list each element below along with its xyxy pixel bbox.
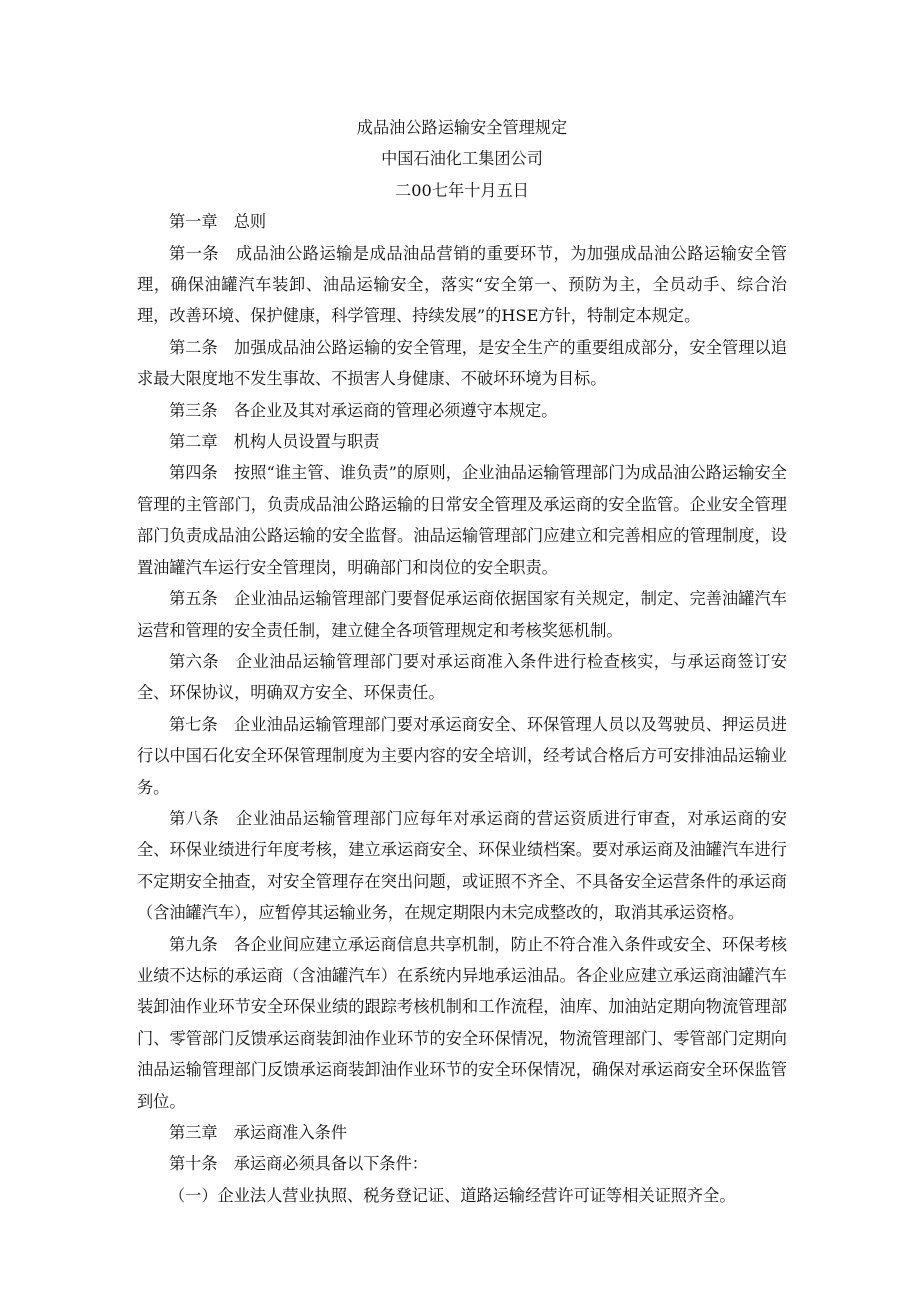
- document-date: 二00七年十月五日: [395, 180, 529, 200]
- article-10: 第十条 承运商必须具备以下条件：: [169, 1154, 428, 1174]
- article-6: 第六条 企业油品运输管理部门要对承运商准入条件进行检查核实，与承运商签订安全、环保协议，明确双方安全、环保责任。: [137, 651, 787, 703]
- article-4: 第四条 按照“谁主管、谁负责”的原则，企业油品运输管理部门为成品油公路运输安全管理的主管部门，负责成品油公路运输的日常安全管理及承运商的安全监管。企业安全管理部门负责成品油公路运输的安全监督。油品运输管理部门应建立和完善相应的管理制度，设置油罐汽车运行安全管理岗，明确部门和岗位的安全职责。: [137, 463, 787, 577]
- article-10-item-1: （一）企业法人营业执照、税务登记证、道路运输经营许可证等相关证照齐全。: [169, 1185, 736, 1205]
- article-3: 第三条 各企业及其对承运商的管理必须遵守本规定。: [169, 400, 558, 420]
- article-7: 第七条 企业油品运输管理部门要对承运商安全、环保管理人员以及驾驶员、押运员进行以中国石化安全环保管理制度为主要内容的安全培训，经考试合格后方可安排油品运输业务。: [137, 714, 787, 797]
- chapter-heading-1: 第一章 总则: [169, 212, 267, 232]
- article-2: 第二条 加强成品油公路运输的安全管理，是安全生产的重要组成部分，安全管理以追求最大限度地不发生事故、不损害人身健康、不破坏环境为目标。: [137, 337, 787, 389]
- article-5: 第五条 企业油品运输管理部门要督促承运商依据国家有关规定，制定、完善油罐汽车运营和管理的安全责任制，建立健全各项管理规定和考核奖惩机制。: [137, 589, 787, 640]
- document-title: 成品油公路运输安全管理规定: [356, 118, 568, 137]
- chapter-heading-2: 第二章 机构人员设置与职责: [169, 432, 380, 452]
- article-9: 第九条 各企业间应建立承运商信息共享机制，防止不符合准入条件或安全、环保考核业绩不达标的承运商（含油罐汽车）在系统内异地承运油品。各企业应建立承运商油罐汽车装卸油作业环节安全环保业绩的跟踪考核机制和工作流程，油库、加油站定期向物流管理部门、零管部门反馈承运商装卸油作业环节的安全环保情况，物流管理部门、零管部门定期向油品运输管理部门反馈承运商装卸油作业环节的安全环保情况，确保对承运商安全环保监管到位。: [137, 934, 787, 1111]
- chapter-heading-3: 第三章 承运商准入条件: [169, 1123, 348, 1142]
- document-issuer: 中国石油化工集团公司: [381, 149, 543, 169]
- article-8: 第八条 企业油品运输管理部门应每年对承运商的营运资质进行审查，对承运商的安全、环保业绩进行年度考核，建立承运商安全、环保业绩档案。要对承运商及油罐汽车进行不定期安全抽查，对安全管理存在突出问题，或证照不齐全、不具备安全运营条件的承运商（含油罐汽车），应暂停其运输业务，在规定期限内未完成整改的，取消其承运资格。: [137, 808, 787, 923]
- article-1: 第一条 成品油公路运输是成品油品营销的重要环节，为加强成品油公路运输安全管理，确保油罐汽车装卸、油品运输安全，落实“安全第一、预防为主，全员动手、综合治理，改善环境、保护健康，科学管理、持续发展”的HSE方针，特制定本规定。: [137, 243, 787, 326]
- document-body: [137, 112, 787, 1211]
